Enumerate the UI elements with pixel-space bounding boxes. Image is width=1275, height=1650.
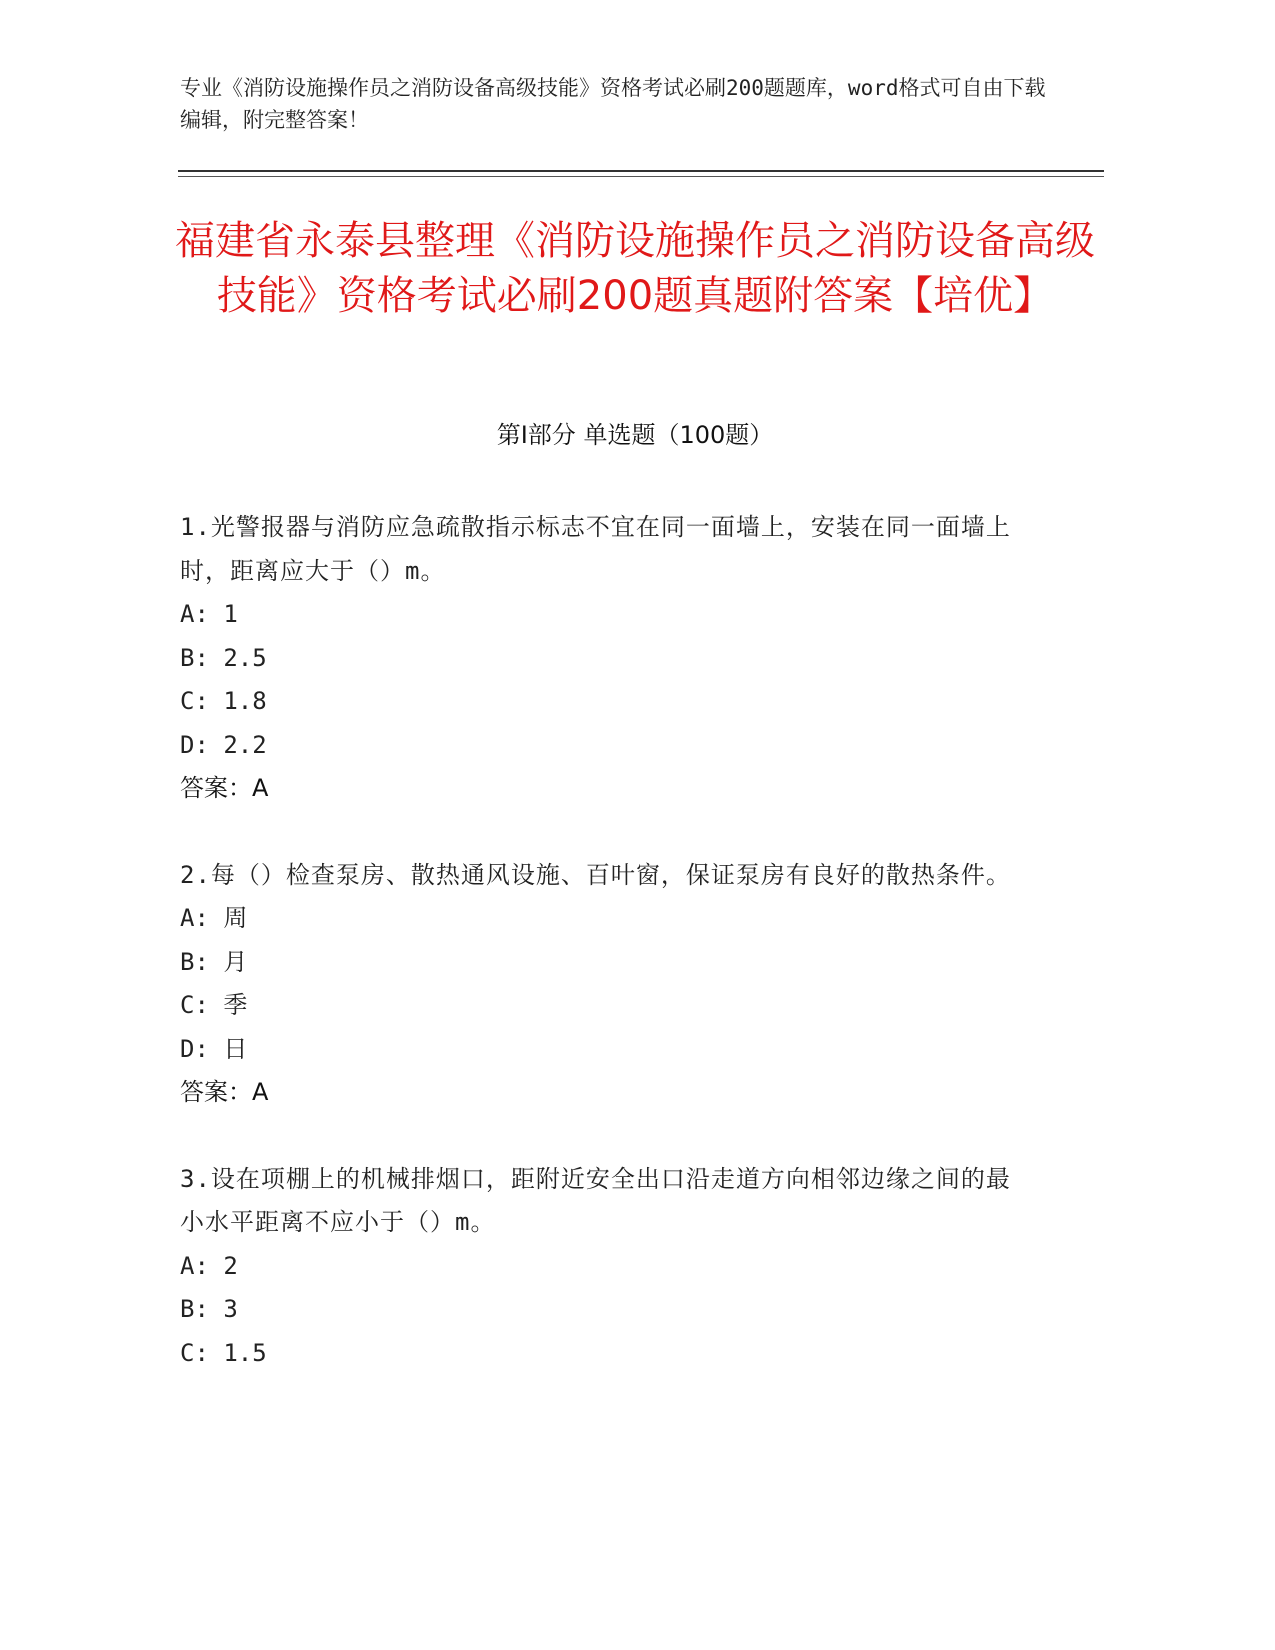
option-a: A: 1 — [180, 600, 238, 628]
question-1 — [180, 506, 1020, 811]
header-rule-thick — [178, 170, 1104, 172]
question-list — [180, 506, 1020, 1418]
option-c: C: 1.8 — [180, 687, 267, 715]
question-stem: 3.设在项棚上的机械排烟口，距附近安全出口沿走道方向相邻边缘之间的最小水平距离不应小于（）m。 — [180, 1164, 1011, 1236]
option-d: D: 2.2 — [180, 730, 267, 759]
header-note: 专业《消防设施操作员之消防设备高级技能》资格考试必刷200题题库，word格式可自由下载编辑，附完整答案！ — [180, 76, 1046, 132]
option-b: B: 月 — [180, 947, 248, 976]
question-stem: 2.每（）检查泵房、散热通风设施、百叶窗，保证泵房有良好的散热条件。 — [180, 860, 1011, 889]
option-d: D: 日 — [180, 1034, 248, 1063]
option-c: C: 1.5 — [180, 1338, 267, 1367]
option-b: B: 3 — [180, 1295, 238, 1323]
option-c: C: 季 — [180, 991, 248, 1019]
question-2 — [180, 854, 1020, 1115]
question-3 — [180, 1158, 1020, 1376]
option-a: A: 周 — [180, 904, 248, 932]
document-title: 福建省永泰县整理《消防设施操作员之消防设备高级技能》资格考试必刷200题真题附答案【培优】 — [175, 218, 1095, 319]
answer-line: 答案：A — [180, 1078, 269, 1106]
option-b: B: 2.5 — [180, 643, 267, 672]
question-stem: 1.光警报器与消防应急疏散指示标志不宜在同一面墙上，安装在同一面墙上时，距离应大于（）m。 — [180, 513, 1011, 585]
answer-line: 答案：A — [180, 774, 269, 802]
option-a: A: 2 — [180, 1251, 238, 1280]
header-rule-thin — [178, 176, 1104, 177]
section-heading: 第Ⅰ部分 单选题（100题） — [496, 421, 774, 449]
